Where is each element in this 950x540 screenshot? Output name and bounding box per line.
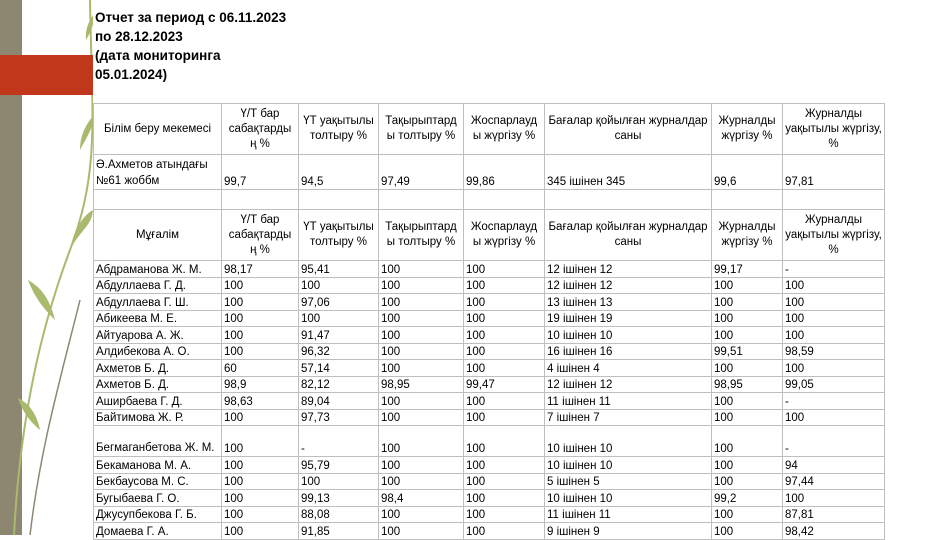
teacher-row [94, 376, 885, 393]
teacher-value-cell: 100 [464, 343, 545, 360]
teacher-value-cell: 100 [712, 506, 783, 523]
teacher-value-cell: 98,59 [783, 343, 885, 360]
teacher-value-cell: 100 [712, 294, 783, 311]
teacher-value-cell: 100 [464, 261, 545, 278]
teacher-value-cell: 100 [783, 310, 885, 327]
teacher-name-cell: Айтуарова А. Ж. [94, 327, 222, 344]
teacher-row [94, 277, 885, 294]
teacher-name-cell: Бегмаганбетова Ж. М. [94, 426, 222, 457]
header-cell: Білім беру мекемесі [94, 104, 222, 155]
slide-left-decoration [0, 0, 95, 535]
teacher-name-cell: Абдуллаева Г. Д. [94, 277, 222, 294]
teacher-row [94, 490, 885, 507]
teacher-value-cell: 100 [299, 473, 379, 490]
header-cell: Журналды жүргізу % [712, 104, 783, 155]
teacher-value-cell: 97,06 [299, 294, 379, 311]
teacher-value-cell: - [299, 426, 379, 457]
teacher-name-cell: Абикеева М. Е. [94, 310, 222, 327]
teacher-value-cell: 100 [299, 277, 379, 294]
teacher-row [94, 473, 885, 490]
teacher-value-cell: 100 [712, 310, 783, 327]
teacher-value-cell: 97,44 [783, 473, 885, 490]
header-cell: Тақырыптард ы толтыру % [379, 210, 464, 261]
teacher-row [94, 506, 885, 523]
teacher-value-cell: 100 [379, 261, 464, 278]
teacher-value-cell: 100 [379, 523, 464, 540]
teacher-value-cell: 7 ішінен 7 [545, 409, 712, 426]
teacher-value-cell: 100 [379, 409, 464, 426]
teacher-value-cell: 100 [464, 360, 545, 377]
report-title [95, 8, 286, 84]
header-cell: ҮТ уақытылы толтыру % [299, 104, 379, 155]
school-cell: 94,5 [299, 155, 379, 190]
teacher-value-cell: 100 [379, 327, 464, 344]
school-cell: 99,86 [464, 155, 545, 190]
teacher-value-cell: 100 [222, 294, 299, 311]
teacher-value-cell: 99,17 [712, 261, 783, 278]
header-cell: ҮТ уақытылы толтыру % [299, 210, 379, 261]
teacher-name-cell: Домаева Г. А. [94, 523, 222, 540]
teacher-value-cell: 10 ішінен 10 [545, 426, 712, 457]
teacher-value-cell: 100 [379, 310, 464, 327]
teacher-value-cell: - [783, 261, 885, 278]
teacher-value-cell: 100 [222, 457, 299, 474]
accent-block [0, 55, 93, 95]
teacher-row [94, 426, 885, 457]
teacher-value-cell: 100 [379, 277, 464, 294]
teacher-value-cell: 100 [783, 277, 885, 294]
teacher-value-cell: 100 [712, 393, 783, 410]
teacher-value-cell: 60 [222, 360, 299, 377]
teacher-value-cell: 100 [464, 393, 545, 410]
teacher-value-cell: 100 [379, 506, 464, 523]
teacher-value-cell: 96,32 [299, 343, 379, 360]
teacher-name-cell: Джусупбекова Г. Б. [94, 506, 222, 523]
teacher-value-cell: 100 [299, 310, 379, 327]
teacher-value-cell: 91,47 [299, 327, 379, 344]
school-name-cell: Ә.Ахметов атындағы №61 жоббм [94, 155, 222, 190]
teacher-value-cell: 100 [464, 294, 545, 311]
teacher-value-cell: 100 [464, 490, 545, 507]
teacher-name-cell: Ахметов Б. Д. [94, 376, 222, 393]
teacher-value-cell: 100 [222, 490, 299, 507]
header-cell: Журналды жүргізу % [712, 210, 783, 261]
teacher-value-cell: 16 ішінен 16 [545, 343, 712, 360]
teacher-row [94, 261, 885, 278]
teacher-value-cell: 100 [379, 457, 464, 474]
teacher-value-cell: 100 [222, 327, 299, 344]
teacher-value-cell: 11 ішінен 11 [545, 506, 712, 523]
header-cell: Мұғалім [94, 210, 222, 261]
teacher-value-cell: 100 [379, 473, 464, 490]
teacher-value-cell: 98,17 [222, 261, 299, 278]
teacher-rows [94, 261, 885, 540]
teacher-value-cell: 100 [783, 409, 885, 426]
teacher-value-cell: 12 ішінен 12 [545, 261, 712, 278]
header-cell: Ү/Т бар сабақтарды ң % [222, 104, 299, 155]
teacher-value-cell: 88,08 [299, 506, 379, 523]
school-header-row [94, 104, 885, 155]
teacher-value-cell: 100 [379, 343, 464, 360]
teacher-value-cell: 100 [712, 360, 783, 377]
teacher-value-cell: 100 [464, 523, 545, 540]
teacher-value-cell: 95,79 [299, 457, 379, 474]
teacher-value-cell: 100 [379, 294, 464, 311]
teacher-name-cell: Бекаманова М. А. [94, 457, 222, 474]
teacher-value-cell: 100 [464, 310, 545, 327]
teacher-value-cell: 100 [464, 277, 545, 294]
teacher-value-cell: 12 ішінен 12 [545, 277, 712, 294]
teacher-value-cell: 100 [222, 277, 299, 294]
teacher-value-cell: 100 [712, 426, 783, 457]
header-cell: Жоспарлауд ы жүргізу % [464, 104, 545, 155]
header-cell: Бағалар қойылған журналдар саны [545, 104, 712, 155]
teacher-name-cell: Байтимова Ж. Р. [94, 409, 222, 426]
teacher-value-cell: 100 [464, 409, 545, 426]
teacher-row [94, 360, 885, 377]
teacher-row [94, 523, 885, 540]
teacher-value-cell: 100 [222, 409, 299, 426]
teacher-value-cell: 100 [222, 473, 299, 490]
teacher-value-cell: 99,13 [299, 490, 379, 507]
teacher-header-row [94, 210, 885, 261]
school-cell: 99,6 [712, 155, 783, 190]
title-line: (дата мониторинга [95, 48, 221, 63]
report-document [93, 6, 884, 538]
teacher-value-cell: 98,4 [379, 490, 464, 507]
school-cell: 345 ішінен 345 [545, 155, 712, 190]
teacher-name-cell: Аширбаева Г. Д. [94, 393, 222, 410]
teacher-value-cell: 82,12 [299, 376, 379, 393]
teacher-value-cell: 13 ішінен 13 [545, 294, 712, 311]
teacher-value-cell: 100 [783, 490, 885, 507]
teacher-value-cell: 19 ішінен 19 [545, 310, 712, 327]
header-cell: Бағалар қойылған журналдар саны [545, 210, 712, 261]
teacher-value-cell: 57,14 [299, 360, 379, 377]
teacher-value-cell: 100 [222, 523, 299, 540]
teacher-value-cell: 99,51 [712, 343, 783, 360]
teacher-value-cell: 100 [712, 327, 783, 344]
teacher-value-cell: 100 [712, 473, 783, 490]
title-line: 05.01.2024) [95, 67, 168, 82]
teacher-name-cell: Абдраманова Ж. М. [94, 261, 222, 278]
teacher-value-cell: 10 ішінен 10 [545, 490, 712, 507]
teacher-value-cell: 100 [464, 457, 545, 474]
header-cell: Журналды уақытылы жүргізу, % [783, 104, 885, 155]
teacher-value-cell: 100 [222, 426, 299, 457]
teacher-value-cell: 100 [379, 393, 464, 410]
teacher-row [94, 409, 885, 426]
teacher-value-cell: 5 ішінен 5 [545, 473, 712, 490]
teacher-value-cell: 10 ішінен 10 [545, 327, 712, 344]
teacher-value-cell: 100 [712, 277, 783, 294]
teacher-value-cell: 100 [712, 409, 783, 426]
teacher-value-cell: 99,2 [712, 490, 783, 507]
teacher-value-cell: 95,41 [299, 261, 379, 278]
teacher-value-cell: 9 ішінен 9 [545, 523, 712, 540]
school-cell: 97,81 [783, 155, 885, 190]
teacher-value-cell: 100 [222, 310, 299, 327]
teacher-value-cell: 98,95 [712, 376, 783, 393]
header-cell: Ү/Т бар сабақтарды ң % [222, 210, 299, 261]
teacher-value-cell: 10 ішінен 10 [545, 457, 712, 474]
teacher-name-cell: Абдуллаева Г. Ш. [94, 294, 222, 311]
school-row [94, 155, 885, 190]
teacher-value-cell: 98,42 [783, 523, 885, 540]
teacher-value-cell: 89,04 [299, 393, 379, 410]
teacher-name-cell: Алдибекова А. О. [94, 343, 222, 360]
teacher-value-cell: 12 ішінен 12 [545, 376, 712, 393]
teacher-value-cell: 100 [712, 457, 783, 474]
teacher-value-cell: 100 [783, 294, 885, 311]
teacher-value-cell: 100 [379, 360, 464, 377]
teacher-value-cell: 11 ішінен 11 [545, 393, 712, 410]
monitoring-table [93, 103, 885, 540]
teacher-row [94, 294, 885, 311]
teacher-value-cell: 98,95 [379, 376, 464, 393]
teacher-value-cell: 98,9 [222, 376, 299, 393]
teacher-value-cell: 100 [464, 506, 545, 523]
teacher-value-cell: 97,73 [299, 409, 379, 426]
teacher-row [94, 457, 885, 474]
teacher-row [94, 327, 885, 344]
teacher-value-cell: 99,47 [464, 376, 545, 393]
teacher-value-cell: 100 [379, 426, 464, 457]
teacher-value-cell: 100 [464, 473, 545, 490]
teacher-value-cell: 94 [783, 457, 885, 474]
teacher-value-cell: 98,63 [222, 393, 299, 410]
spacer-row [94, 190, 885, 210]
teacher-value-cell: 100 [222, 343, 299, 360]
title-line: по 28.12.2023 [95, 29, 183, 44]
teacher-row [94, 310, 885, 327]
teacher-value-cell: 100 [712, 523, 783, 540]
teacher-value-cell: 100 [222, 506, 299, 523]
school-cell: 97,49 [379, 155, 464, 190]
teacher-row [94, 343, 885, 360]
teacher-value-cell: 100 [783, 360, 885, 377]
teacher-value-cell: 99,05 [783, 376, 885, 393]
header-cell: Жоспарлауд ы жүргізу % [464, 210, 545, 261]
teacher-value-cell: - [783, 393, 885, 410]
teacher-value-cell: 100 [464, 426, 545, 457]
teacher-name-cell: Ахметов Б. Д. [94, 360, 222, 377]
header-cell: Журналды уақытылы жүргізу, % [783, 210, 885, 261]
teacher-value-cell: 87,81 [783, 506, 885, 523]
title-line: Отчет за период с 06.11.2023 [95, 10, 287, 25]
school-cell: 99,7 [222, 155, 299, 190]
teacher-name-cell: Бекбаусова М. С. [94, 473, 222, 490]
teacher-name-cell: Бугыбаева Г. О. [94, 490, 222, 507]
teacher-value-cell: 100 [464, 327, 545, 344]
teacher-value-cell: 4 ішінен 4 [545, 360, 712, 377]
teacher-row [94, 393, 885, 410]
teacher-value-cell: 91,85 [299, 523, 379, 540]
teacher-value-cell: 100 [783, 327, 885, 344]
teacher-value-cell: - [783, 426, 885, 457]
header-cell: Тақырыптард ы толтыру % [379, 104, 464, 155]
